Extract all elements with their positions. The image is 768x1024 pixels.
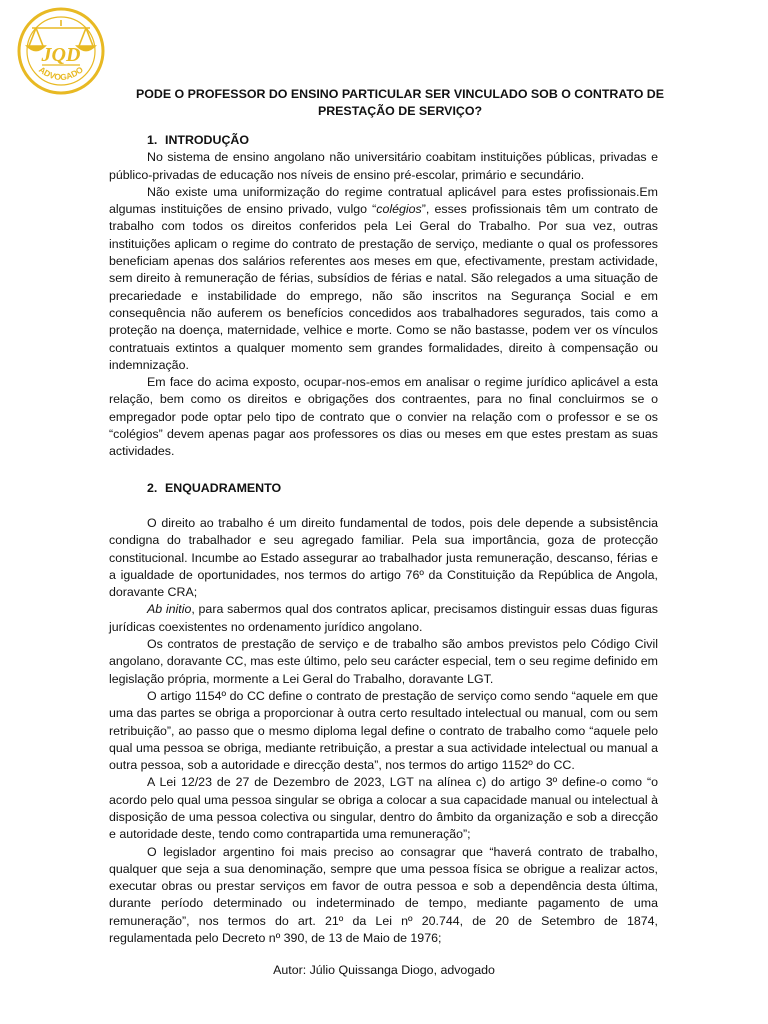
section-heading-introducao (109, 132, 658, 149)
paragraph: O legislador argentino foi mais preciso ao consagrar que “haverá contrato de trabalho, qualquer que seja a sua denominação, sempre que uma pessoa física se obrigue a realizar actos, executar obras ou prestar serviços em favor de outra pessoa e sob a dependência desta última, durante período determinado ou indeterminado de tempo, mediante pagamento de uma remuneração”, nos termos do art. 21º da Lei nº 20.744, de 20 de Setembro de 1874, regulamentada pelo Decreto nº 390, de 13 de Maio de 1976; (109, 844, 658, 946)
author-footer: Autor: Júlio Quissanga Diogo, advogado (273, 963, 495, 977)
law-firm-logo (12, 6, 110, 96)
paragraph: O artigo 1154º do CC define o contrato de prestação de serviço como sendo “aquele em que uma das partes se obriga a proporcionar à outra certo resultado intelectual ou manual, com ou sem retribuição”, ao passo que o mesmo diploma legal define o contrato de trabalho como “aquele pelo qual uma pessoa se obriga, mediante retribuição, a prestar a sua actividade intelectual ou manual a outra pessoa, sob a autoridade e direcção desta”, nos termos do artigo 1152º do CC. (109, 688, 658, 773)
section-number: 1. (147, 133, 158, 147)
logo-monogram: JQD (41, 44, 81, 66)
paragraph-colegios: Não existe uma uniformização do regime contratual aplicável para estes profissionais.Em algumas instituições de ensino privado, vulgo “colégios”, esses profissionais têm um contrato de trabalho com todos os direitos conferidos pela Lei Geral do Trabalho. Por sua vez, outras instituições aplicam o regime do contrato de prestação de serviço, mediante o qual os professores beneficiam apenas dos salários referentes aos meses em que, efectivamente, prestam actividade, sem direito à remuneração de férias, subsídios de férias e natal. São relegados a uma situação de precariedade e instabilidade do emprego, não são inscritos na Segurança Social e em consequência não auferem os benefícios concedidos aos trabalhadores segurados, tais como a proteção na doença, maternidade, velhice e morte. Como se não bastasse, podem ver os vínculos contratuais extintos a qualquer momento sem grandes formalidades, direito à compensação ou indemnização. (109, 184, 658, 372)
section-number: 2. (147, 480, 158, 495)
title-line-2: PRESTAÇÃO DE SERVIÇO? (317, 104, 483, 118)
document-body (109, 132, 658, 947)
section-heading-enquadramento (109, 480, 658, 497)
document-title (110, 86, 690, 120)
paragraph-ab-initio: Ab initio, para sabermos qual dos contratos aplicar, precisamos distinguir essas duas figuras jurídicas coexistentes no ordenamento jurídico angolano. (109, 602, 658, 634)
section-title: INTRODUÇÃO (165, 133, 249, 147)
paragraph: A Lei 12/23 de 27 de Dezembro de 2023, LGT na alínea c) do artigo 3º define-o como “o acordo pelo qual uma pessoa singular se obriga a colocar a sua capacidade manual ou intelectual à disposição de uma pessoa colectiva ou singular, dentro do âmbito da organização e sob a direcção e autoridade deste, tendo como contrapartida uma remuneração”; (109, 775, 658, 842)
section-title: ENQUADRAMENTO (165, 480, 282, 495)
logo-label: ADVOGADO (37, 64, 85, 83)
paragraph: No sistema de ensino angolano não universitário coabitam instituições públicas, privadas e público-privadas de educação nos níveis de ensino pré-escolar, primário e secundário. (109, 150, 658, 182)
paragraph: O direito ao trabalho é um direito fundamental de todos, pois dele depende a subsistência condigna do trabalhador e seu agregado familiar. Pela sua importância, goza de protecção constitucional. Incumbe ao Estado assegurar ao trabalhador justa remuneração, descanso, férias e a igualdade de oportunidades, nos termos do artigo 76º da Constituição da República de Angola, doravante CRA; (109, 515, 658, 600)
paragraph: Os contratos de prestação de serviço e de trabalho são ambos previstos pelo Código Civil angolano, doravante CC, mas este último, pelo seu carácter especial, tem o seu regime definido em legislação própria, mormente a Lei Geral do Trabalho, doravante LGT. (109, 637, 658, 686)
paragraph: Em face do acima exposto, ocupar-nos-emos em analisar o regime jurídico aplicável a esta relação, bem como os direitos e obrigações dos contraentes, para no final concluirmos se o empregador pode optar pelo tipo de contrato que o convier na relação com o professor e se os “colégios” devem apenas pagar aos professores os dias ou meses em que estes prestam as suas actividades. (109, 375, 658, 459)
title-line-1: PODE O PROFESSOR DO ENSINO PARTICULAR SER VINCULADO SOB O CONTRATO DE (135, 87, 665, 101)
